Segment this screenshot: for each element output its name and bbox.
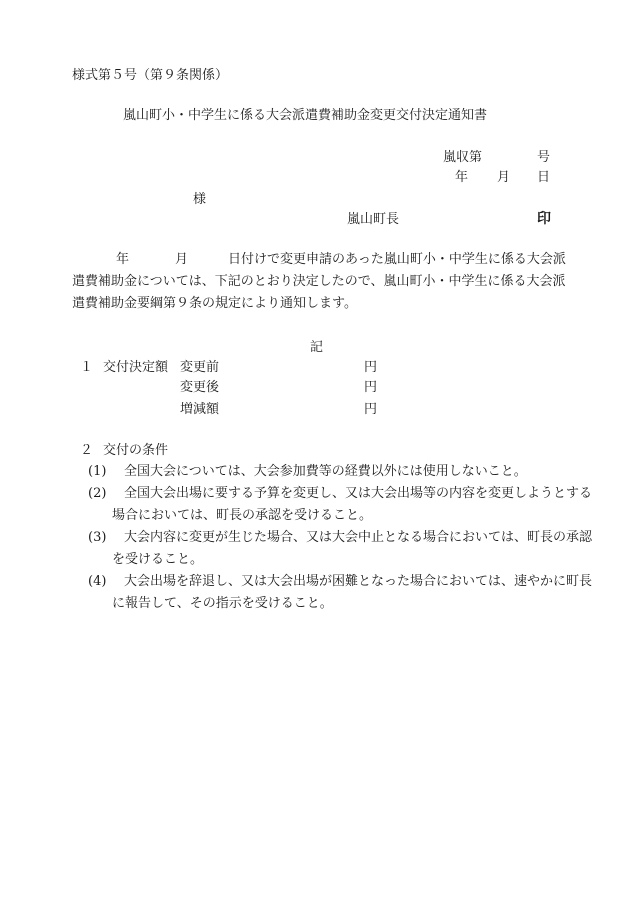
amount-diff-unit: 円 — [364, 402, 378, 417]
amount-before-unit: 円 — [364, 360, 378, 375]
condition-num-1: (1) — [88, 464, 107, 479]
amount-after-label: 変更後 — [180, 380, 220, 395]
section2-number: ２ — [80, 443, 94, 458]
condition-item-1 — [88, 461, 598, 483]
amount-before-label: 変更前 — [180, 360, 220, 375]
ki-heading: 記 — [310, 340, 324, 355]
condition-text-1: 全国大会については、大会参加費等の経費以外には使用しないこと。 — [124, 464, 527, 479]
condition-text-2: 全国大会出場に要する予算を変更し、又は大会出場等の内容を変更しようとする場合においては、町長の承認を受けること。 — [112, 486, 593, 523]
body-text-rest: 派遣費補助金については、下記のとおり決定したので、嵐山町小・中学生に係る大会派遣費補助金要綱第９条の規定により通知します。 — [72, 252, 566, 311]
addressee-suffix: 様 — [193, 192, 207, 207]
section2-label: 交付の条件 — [103, 443, 169, 458]
notice-body — [72, 249, 572, 315]
condition-item-4 — [88, 571, 598, 615]
amount-diff-label: 増減額 — [180, 402, 220, 417]
date-day-label: 日 — [537, 170, 551, 185]
condition-text-4: 大会出場を辞退し、又は大会出場が困難となった場合においては、速やかに町長に報告して、その指示を受けること。 — [112, 574, 593, 611]
amount-after-unit: 円 — [364, 380, 378, 395]
condition-item-2 — [88, 483, 598, 527]
condition-item-3 — [88, 527, 598, 571]
document-title: 嵐山町小・中学生に係る大会派遣費補助金変更交付決定通知書 — [123, 108, 488, 123]
body-year-label: 年 — [116, 252, 130, 267]
condition-num-2: (2) — [88, 486, 107, 501]
form-number: 様式第５号（第９条関係） — [72, 68, 229, 83]
condition-num-4: (4) — [88, 574, 107, 589]
condition-num-3: (3) — [88, 530, 107, 545]
document-number-suffix: 号 — [537, 150, 551, 165]
issuer-name: 嵐山町長 — [347, 212, 400, 227]
date-year-label: 年 — [455, 170, 469, 185]
section1-label: 交付決定額 — [103, 360, 169, 375]
date-month-label: 月 — [497, 170, 511, 185]
condition-text-3: 大会内容に変更が生じた場合、又は大会中止となる場合においては、町長の承認を受けること。 — [112, 530, 593, 567]
document-number-prefix: 嵐収第 — [443, 150, 483, 165]
section1-number: １ — [80, 360, 94, 375]
body-text-first: 日付けで変更申請のあった嵐山町小・中学生に係る大会 — [228, 252, 553, 267]
seal-mark: 印 — [537, 211, 551, 227]
body-month-label: 月 — [175, 252, 189, 267]
